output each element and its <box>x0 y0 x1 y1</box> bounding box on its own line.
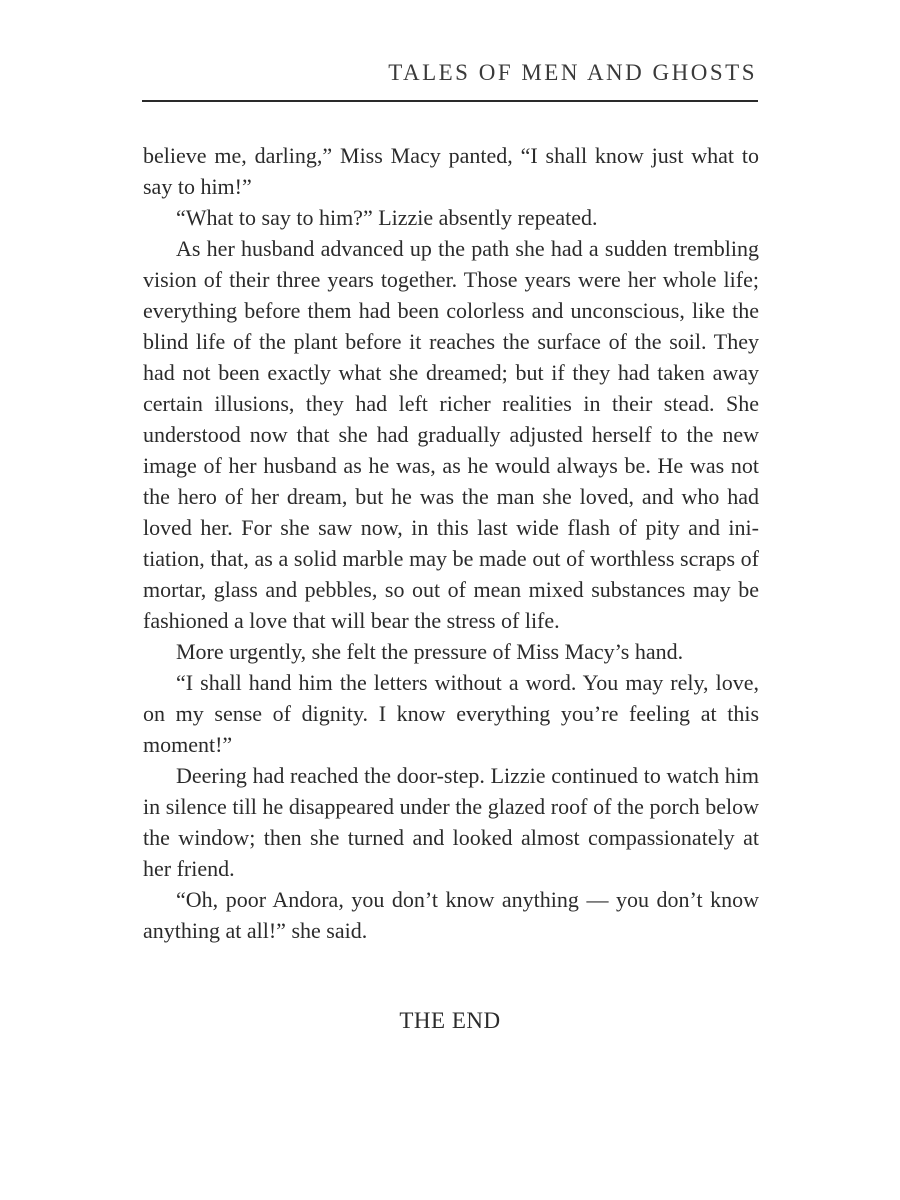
header-rule <box>142 100 758 102</box>
paragraph-continuation: believe me, darling,” Miss Macy panted, “I shall know just what to say to him!” <box>143 143 759 199</box>
paragraph: As her husband advanced up the path she had a sudden trembling vision of their three years together. Those years were her whole life; everything before them had been colorless and unconscious, like the blind life of the plant before it reaches the surface of the soil. They had not been exactly what she dreamed; but if they had taken away certain illusions, they had left richer realities in their stead. She understood now that she had gradually adjusted herself to the new image of her husband as he was, as he would always be. He was not the hero of her dream, but he was the man she loved, and who had loved her. For she saw now, in this last wide flash of pity and initiation, that, as a solid marble may be made out of worthless scraps of mortar, glass and pebbles, so out of mean mixed substances may be fashioned a love that will bear the stress of life. <box>143 236 759 633</box>
paragraph: “What to say to him?” Lizzie absently repeated. <box>176 205 598 230</box>
paragraph: “Oh, poor Andora, you don’t know anything — you don’t know anything at all!” she said. <box>143 887 759 943</box>
body-text <box>143 140 759 946</box>
paragraph: Deering had reached the door-step. Lizzie continued to watch him in silence till he disappeared under the glazed roof of the porch below the window; then she turned and looked almost compassionately at her friend. <box>143 763 759 881</box>
paragraph: “I shall hand him the letters without a word. You may rely, love, on my sense of dignity. I know everything you’re feeling at this moment!” <box>143 670 759 757</box>
paragraph: More urgently, she felt the pressure of Miss Macy’s hand. <box>176 639 684 664</box>
the-end-label: THE END <box>399 1008 501 1033</box>
running-head-title: TALES OF MEN AND GHOSTS <box>388 60 757 85</box>
